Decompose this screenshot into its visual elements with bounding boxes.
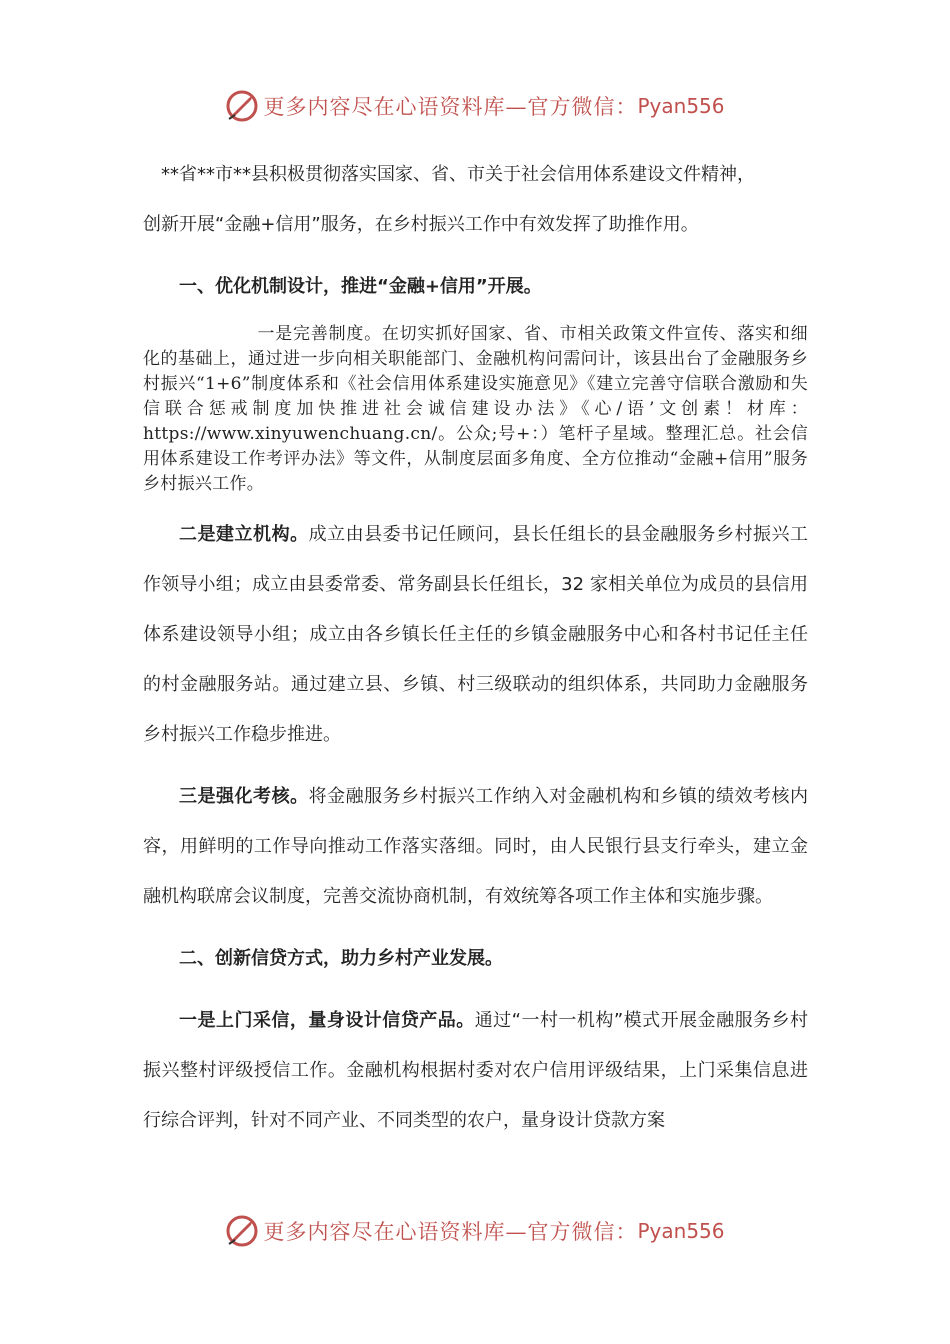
section-1-paragraph-1-text: 一是完善制度。在切实抓好国家、省、市相关政策文件宣传、落实和细化的基础上，通过进一步向相关职能部门、金融机构问需问计，该县出台了金融服务乡村振兴“1+6”制度体系和《社会信用体系建设实施意见》《建立完善守信联合激励和失信联合惩戒制度加快推进社会诚信建设办法》《心/语’文创素！材库：https://www.xinyuwenchuang.cn/。公众;号+：）笔杆子星域。整理汇总。社会信用体系建设工作考评办法》等文件，从制度层面多角度、全方位推动“金融+信用”服务乡村振兴工作。 <box>143 324 808 494</box>
section-1-paragraph-3 <box>143 772 808 922</box>
intro-paragraph <box>143 150 808 250</box>
intro-line-1: **省**市**县积极贯彻落实国家、省、市关于社会信用体系建设文件精神， <box>161 164 755 185</box>
banner-handle: Pyan556 <box>637 94 725 118</box>
section-1-paragraph-2-lead: 二是建立机构。 <box>179 524 309 545</box>
section-2-heading: 二、创新信贷方式，助力乡村产业发展。 <box>179 948 503 969</box>
intro-line-2: 创新开展“金融+信用”服务，在乡村振兴工作中有效发挥了助推作用。 <box>143 214 699 235</box>
section-1-heading: 一、优化机制设计，推进“金融+信用”开展。 <box>179 276 542 297</box>
quill-logo-icon <box>225 89 259 123</box>
section-1-paragraph-2 <box>143 510 808 760</box>
top-banner <box>0 86 950 126</box>
section-1-paragraph-3-body: 将金融服务乡村振兴工作纳入对金融机构和乡镇的绩效考核内容，用鲜明的工作导向推动工作落实落细。同时，由人民银行县支行牵头，建立金融机构联席会议制度，完善交流协商机制，有效统筹各项工作主体和实施步骤。 <box>143 786 809 907</box>
quill-logo-icon <box>225 1214 259 1248</box>
banner-text: 更多内容尽在心语资料库—官方微信： <box>263 95 638 119</box>
document-body <box>143 150 808 1146</box>
section-2-paragraph-1 <box>143 996 808 1146</box>
section-2-paragraph-1-lead: 一是上门采信，量身设计信贷产品。 <box>179 1010 475 1031</box>
section-1-paragraph-1 <box>143 322 808 497</box>
section-2-paragraph-1-body: 通过“一村一机构”模式开展金融服务乡村振兴整村评级授信工作。金融机构根据村委对农户信用评级结果，上门采集信息进行综合评判，针对不同产业、不同类型的农户，量身设计贷款方案 <box>143 1010 809 1131</box>
banner-text: 更多内容尽在心语资料库—官方微信： <box>263 1220 638 1244</box>
section-1-paragraph-2-body: 成立由县委书记任顾问，县长任组长的县金融服务乡村振兴工作领导小组；成立由县委常委、常务副县长任组长，32 家相关单位为成员的县信用体系建设领导小组；成立由各乡镇长任主任的乡镇金融服务中心和各村书记任主任的村金融服务站。通过建立县、乡镇、村三级联动的组织体系，共同助力金融服务乡村振兴工作稳步推进。 <box>143 524 809 745</box>
bottom-banner <box>0 1211 950 1251</box>
banner-handle: Pyan556 <box>637 1219 725 1243</box>
section-1-paragraph-3-lead: 三是强化考核。 <box>179 786 309 807</box>
